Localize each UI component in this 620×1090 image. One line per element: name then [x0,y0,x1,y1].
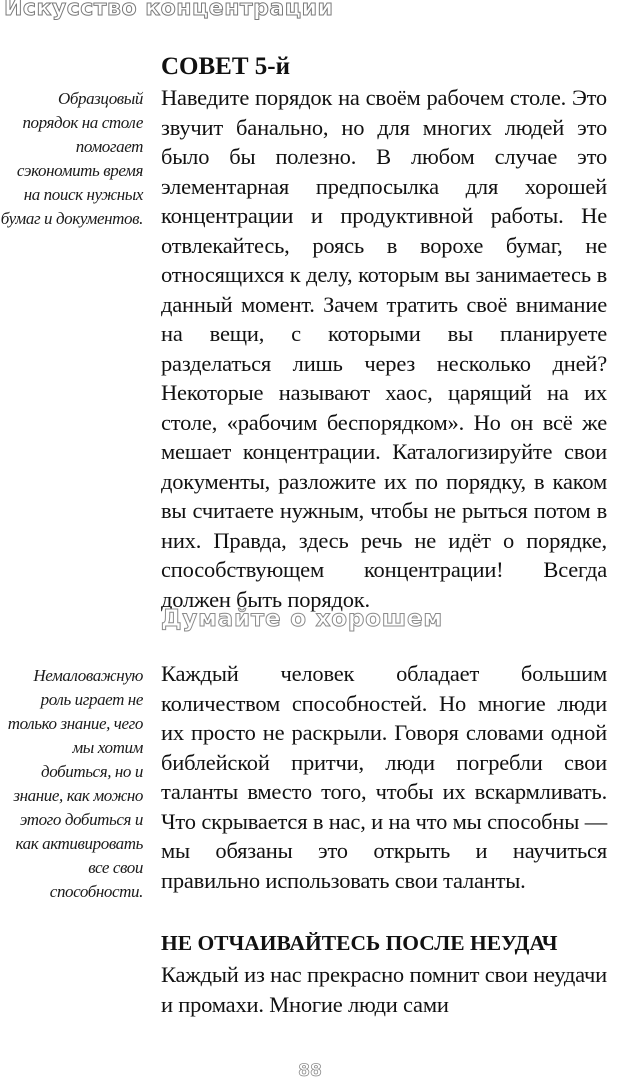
tip-5-sidenote: Образцовый порядок на столе помогает сэкономить время на поиск нужных бумаг и документов. [0,89,143,228]
failures-tip-paragraph: Каждый из нас прекрасно помнит свои неудачи и промахи. Многие люди сами [161,962,607,1017]
tip-5-paragraph: Наведите порядок на своём рабочем столе. Это звучит банально, но для многих людей это было бы полезно. В любом случае это элементарная предпосылка для хорошей концентрации и продуктивной работы. Не отвлекайтесь, роясь в ворохе бумаг, не относящихся к делу, которым вы занимаетесь в данный момент. Зачем тратить своё внимание на вещи, с которыми вы планируете разделаться лишь через несколько дней? Некоторые называют хаос, царящий на их столе, «рабочим беспорядком». Но он всё же мешает концентрации. Каталогизируйте свои документы, разложите их по порядку, в каком вы считаете нужным, чтобы не рыться потом в них. Правда, здесь речь не идёт о порядке, способствующем концентрации! Всегда должен быть порядок. [161,85,607,612]
tip-5-heading: СОВЕТ 5-й [161,53,291,80]
section-sidenote: Немаловажную роль играет не только знание, чего мы хотим добиться, но и знание, как можно этого добиться и как активировать все свои способности. [7,666,143,901]
failures-tip-heading: НЕ ОТЧАИВАЙТЕСЬ ПОСЛЕ НЕУДАЧ [161,931,558,955]
section-paragraph: Каждый человек обладает большим количеством способностей. Но многие люди их просто не раскрыли. Говоря словами одной библейской притчи, люди погребли свои таланты вместо того, чтобы их вскармливать. Что скрывается в нас, и на что мы способны — мы обязаны это открыть и научиться правильно использовать свои таланты. [161,661,607,893]
section-title: Думайте о хорошем [161,606,443,632]
page-number: 88 [298,1061,322,1081]
running-header: Искусство концентрации [4,0,334,21]
